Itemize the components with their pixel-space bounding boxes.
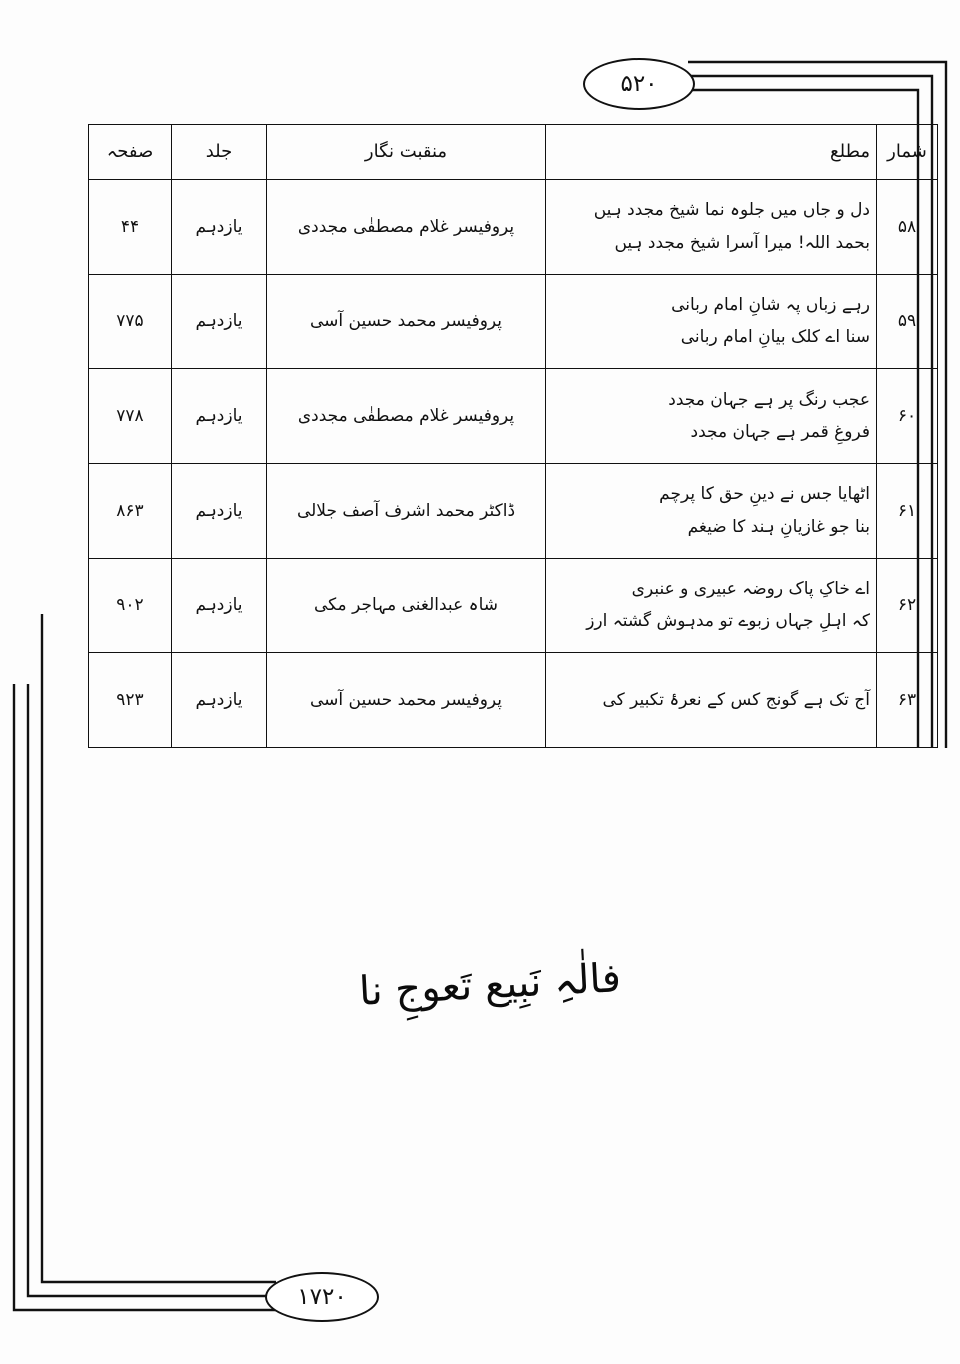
cell-matla	[546, 463, 877, 558]
cell-matla	[546, 369, 877, 464]
cell-page: ۷۷۸	[89, 369, 172, 464]
table-row	[89, 463, 938, 558]
cell-author: ڈاکٹر محمد اشرف آصف جلالی	[267, 463, 546, 558]
bottom-page-number: ۱۷۲۰	[297, 1284, 347, 1310]
matla-line-1: آج تک ہے گونج کس کے نعرۂ تکبیر کی	[602, 689, 870, 710]
index-table	[88, 124, 938, 748]
header-volume: جلد	[172, 125, 267, 180]
cell-matla	[546, 653, 877, 748]
table-row	[89, 274, 938, 369]
cell-number: ۵۹	[877, 274, 938, 369]
cell-number: ۶۰	[877, 369, 938, 464]
cell-volume: یازدہم	[172, 463, 267, 558]
table-row	[89, 558, 938, 653]
matla-line-1: رہے زباں پہ شانِ امام ربانی	[671, 295, 870, 316]
cell-page: ۴۴	[89, 180, 172, 275]
matla-line-1: عجب رنگ پر ہے جہان مجدد	[668, 389, 870, 410]
header-number: شمار	[877, 125, 938, 180]
header-page: صفحہ	[89, 125, 172, 180]
matla-line-2: بحمد اللہ! میرا آسرا شیخ مجدد ہیں	[614, 232, 870, 253]
cell-number: ۶۲	[877, 558, 938, 653]
cell-author: پروفیسر غلام مصطفٰی مجددی	[267, 180, 546, 275]
cell-author: پروفیسر محمد حسین آسی	[267, 274, 546, 369]
table-header-row	[89, 125, 938, 180]
bottom-page-number-bubble	[265, 1272, 379, 1322]
matla-line-1: اٹھایا جس نے دینِ حق کا پرچم	[659, 484, 870, 505]
matla-line-2: بنا جو غازیانِ ہند کا ضیغم	[687, 516, 870, 537]
matla-line-2: سنا اے کلک بیانِ امام ربانی	[680, 327, 870, 348]
header-matla: مطلع	[546, 125, 877, 180]
cell-volume: یازدہم	[172, 369, 267, 464]
calligraphy-text: فالٰہِ نَبِیع تَعوجِ نا	[358, 955, 622, 1015]
table-row	[89, 369, 938, 464]
matla-line-2: کہ اہلِ جہاں زبوے تو مدہوش گشتہ ارز	[586, 611, 870, 632]
cell-number: ۶۱	[877, 463, 938, 558]
calligraphy-ornament	[274, 849, 707, 1121]
table-head	[89, 125, 938, 180]
cell-volume: یازدہم	[172, 558, 267, 653]
cell-matla	[546, 274, 877, 369]
cell-page: ۹۰۲	[89, 558, 172, 653]
cell-number: ۶۳	[877, 653, 938, 748]
matla-line-1: دل و جاں میں جلوہ نما شیخ مجدد ہیں	[593, 200, 870, 221]
index-table-container	[88, 124, 927, 748]
header-author: منقبت نگار	[267, 125, 546, 180]
cell-author: پروفیسر محمد حسین آسی	[267, 653, 546, 748]
cell-page: ۹۲۳	[89, 653, 172, 748]
cell-volume: یازدہم	[172, 274, 267, 369]
cell-volume: یازدہم	[172, 653, 267, 748]
top-page-number: ۵۲۰	[620, 71, 658, 97]
cell-author: پروفیسر غلام مصطفٰی مجددی	[267, 369, 546, 464]
table-body	[89, 180, 938, 748]
table-row	[89, 180, 938, 275]
top-page-number-bubble	[583, 58, 695, 110]
cell-matla	[546, 180, 877, 275]
matla-line-1: اے خاکِ پاک روضہ عبیری و عنبری	[631, 579, 870, 600]
cell-author: شاہ عبدالغنی مہاجر مکی	[267, 558, 546, 653]
cell-matla	[546, 558, 877, 653]
cell-page: ۷۷۵	[89, 274, 172, 369]
cell-number: ۵۸	[877, 180, 938, 275]
cell-volume: یازدہم	[172, 180, 267, 275]
table-row	[89, 653, 938, 748]
matla-line-2: فروغِ قمر ہے جہان مجدد	[690, 422, 870, 443]
cell-page: ۸۶۳	[89, 463, 172, 558]
